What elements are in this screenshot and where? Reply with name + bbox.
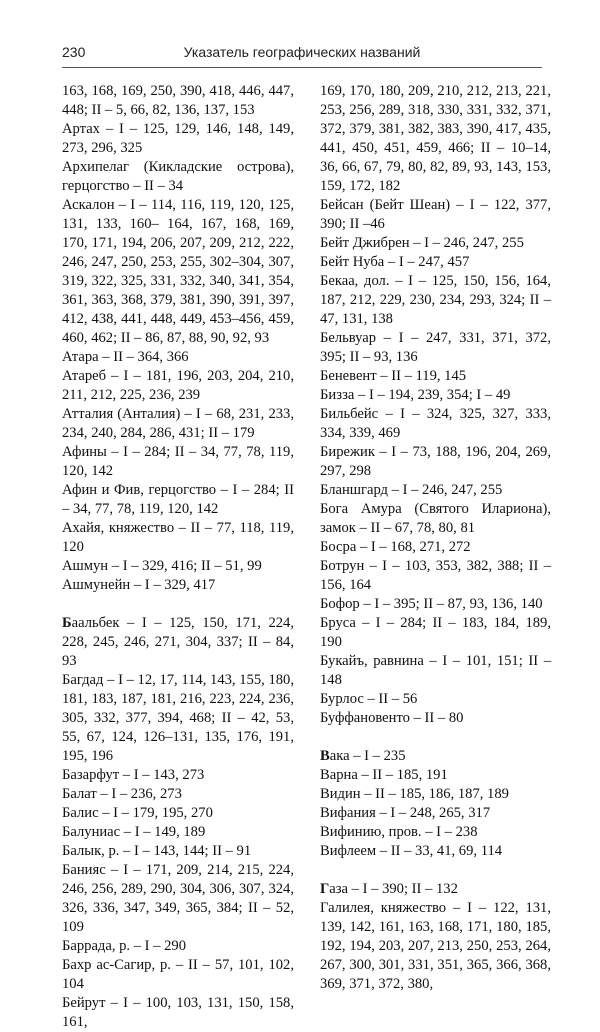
index-entry <box>320 386 551 405</box>
index-entry <box>320 405 551 443</box>
entry-text: Бекаа, дол. – I – 125, 150, 156, 164, 187, 212, 229, 230, 234, 293, 324; II – 47, 131, 138 <box>320 273 551 327</box>
index-entry <box>320 842 551 861</box>
entry-text: Буффановенто – II – 80 <box>320 710 464 726</box>
entry-text: Бейт Нуба – I – 247, 457 <box>320 254 470 270</box>
index-entry <box>320 880 551 899</box>
entry-text: Букайъ, равнина – I – 101, 151; II – 148 <box>320 653 551 688</box>
entry-text: Варна – II – 185, 191 <box>320 767 448 783</box>
index-entry <box>320 272 551 329</box>
index-entry <box>320 785 551 804</box>
entry-text: Бейрут – I – 100, 103, 131, 150, 158, 161, <box>62 995 294 1030</box>
entry-text: Афин и Фив, герцогство – I – 284; II – 34, 77, 78, 119, 120, 142 <box>62 482 294 517</box>
index-entry <box>320 709 551 728</box>
page-number: 230 <box>62 44 86 60</box>
index-entry <box>62 671 294 766</box>
index-entry <box>62 443 294 481</box>
entry-text: Базарфут – I – 143, 273 <box>62 767 205 783</box>
entry-text: Беневент – II – 119, 145 <box>320 368 467 384</box>
section-letter: В <box>320 748 330 764</box>
index-entry <box>320 196 551 234</box>
entry-text: Бейсан (Бейт Шеан) – I – 122, 377, 390; II –46 <box>320 197 551 232</box>
index-entry <box>62 861 294 937</box>
section-letter: Б <box>62 615 72 631</box>
entry-text: Вифания – I – 248, 265, 317 <box>320 805 491 821</box>
index-entry <box>320 690 551 709</box>
entry-text: Видин – II – 185, 186, 187, 189 <box>320 786 509 802</box>
entry-text: Бильбейс – I – 324, 325, 327, 333, 334, 339, 469 <box>320 406 551 441</box>
index-entry <box>62 766 294 785</box>
index-entry <box>320 823 551 842</box>
entry-text: Артах – I – 125, 129, 146, 148, 149, 273, 296, 325 <box>62 121 294 156</box>
index-entry <box>320 538 551 557</box>
index-entry <box>320 652 551 690</box>
index-entry <box>62 196 294 348</box>
entry-text: Банияс – I – 171, 209, 214, 215, 224, 246, 256, 289, 290, 304, 306, 307, 324, 326, 336, 347, 349, 365, 384; II – 52, 109 <box>62 862 294 935</box>
index-entry <box>320 500 551 538</box>
entry-text: 163, 168, 169, 250, 390, 418, 446, 447, 448; II – 5, 66, 82, 136, 137, 153 <box>62 83 294 118</box>
index-entry <box>62 956 294 994</box>
index-entry <box>62 481 294 519</box>
index-entry <box>320 614 551 652</box>
index-entry <box>62 82 294 120</box>
left-column <box>62 82 294 1032</box>
entry-text: Балуниас – I – 149, 189 <box>62 824 206 840</box>
index-entry <box>62 120 294 158</box>
header-rule <box>62 67 542 68</box>
index-entry <box>320 82 551 196</box>
index-entry <box>62 937 294 956</box>
entry-text: Бирежик – I – 73, 188, 196, 204, 269, 297, 298 <box>320 444 551 479</box>
entry-text: Аскалон – I – 114, 116, 119, 120, 125, 131, 133, 160– 164, 167, 168, 169, 170, 171, 194, 206, 207, 209, 212, 222, 246, 247, 250, 253, 255, 302–304, 307, 319, 322, 325, 331, 332, 340, 341, 354, 361, 363, 368, 379, 381, 390, 391, 397, 412, 438, 441, 448, 449, 453–456, 459, 460, 462; II – 86, 87, 88, 90, 92, 93 <box>62 197 294 346</box>
index-entry <box>62 158 294 196</box>
entry-text: аальбек – I – 125, 150, 171, 224, 228, 245, 246, 271, 304, 337; II – 84, 93 <box>62 615 294 669</box>
entry-text: Ботрун – I – 103, 353, 382, 388; II –156, 164 <box>320 558 551 593</box>
entry-text: 169, 170, 180, 209, 210, 212, 213, 221, 253, 256, 289, 318, 330, 331, 332, 371, 372, 379, 381, 382, 383, 390, 417, 435, 441, 450, 451, 459, 466; II – 10–14, 36, 66, 67, 79, 80, 82, 89, 93, 143, 153, 159, 172, 182 <box>320 83 551 194</box>
index-entry <box>320 234 551 253</box>
entry-text: Атара – II – 364, 366 <box>62 349 189 365</box>
entry-text: Балис – I – 179, 195, 270 <box>62 805 213 821</box>
index-entry <box>320 443 551 481</box>
index-entry <box>320 747 551 766</box>
index-entry <box>320 481 551 500</box>
entry-text: Баррада, р. – I – 290 <box>62 938 187 954</box>
index-entry <box>320 899 551 994</box>
entry-text: Архипелаг (Кикладские острова), герцогство – II – 34 <box>62 159 294 194</box>
page-header <box>62 44 542 66</box>
index-entry <box>62 614 294 671</box>
entry-text: Галилея, княжество – I – 122, 131, 139, 142, 161, 163, 168, 171, 180, 185, 192, 194, 203, 207, 213, 250, 253, 264, 267, 300, 301, 331, 351, 365, 366, 368, 369, 371, 372, 380, <box>320 900 551 992</box>
entry-text: Бофор – I – 395; II – 87, 93, 136, 140 <box>320 596 543 612</box>
index-entry <box>62 348 294 367</box>
entry-text: Ашмун – I – 329, 416; II – 51, 99 <box>62 558 262 574</box>
entry-text: Вифинию, пров. – I – 238 <box>320 824 478 840</box>
index-entry <box>320 804 551 823</box>
entry-text: Бейт Джибрен – I – 246, 247, 255 <box>320 235 524 251</box>
index-entry <box>320 595 551 614</box>
entry-text: Балык, р. – I – 143, 144; II – 91 <box>62 843 252 859</box>
section-letter: Г <box>320 881 330 897</box>
index-entry <box>62 994 294 1032</box>
entry-text: ака – I – 235 <box>329 748 406 764</box>
index-entry <box>320 253 551 272</box>
entry-text: Бога Амура (Святого Илариона), замок – II – 67, 78, 80, 81 <box>320 501 551 536</box>
index-entry <box>62 405 294 443</box>
index-entry <box>320 557 551 595</box>
entry-text: Ашмунейн – I – 329, 417 <box>62 577 216 593</box>
entry-text: Атареб – I – 181, 196, 203, 204, 210, 211, 212, 225, 236, 239 <box>62 368 294 403</box>
entry-text: Босра – I – 168, 271, 272 <box>320 539 471 555</box>
entry-text: Афины – I – 284; II – 34, 77, 78, 119, 120, 142 <box>62 444 294 479</box>
entry-text: Бруса – I – 284; II – 183, 184, 189, 190 <box>320 615 551 650</box>
index-entry <box>320 766 551 785</box>
entry-text: Балат – I – 236, 273 <box>62 786 182 802</box>
right-column <box>320 82 551 994</box>
index-entry <box>62 823 294 842</box>
index-entry <box>320 329 551 367</box>
entry-text: Бельвуар – I – 247, 331, 371, 372, 395; II – 93, 136 <box>320 330 551 365</box>
running-title: Указатель географических названий <box>183 44 421 60</box>
entry-text: Вифлеем – II – 33, 41, 69, 114 <box>320 843 503 859</box>
index-entry <box>62 576 294 595</box>
index-entry <box>62 519 294 557</box>
entry-text: Ахайя, княжество – II – 77, 118, 119, 120 <box>62 520 294 555</box>
index-entry <box>62 367 294 405</box>
index-entry <box>62 785 294 804</box>
index-entry <box>62 557 294 576</box>
entry-text: Бахр ас-Сагир, р. – II – 57, 101, 102, 104 <box>62 957 294 992</box>
entry-text: Багдад – I – 12, 17, 114, 143, 155, 180, 181, 183, 187, 181, 216, 223, 224, 236, 305, 332, 377, 394, 468; II – 42, 53, 55, 67, 124, 126–131, 135, 176, 191, 195, 196 <box>62 672 294 764</box>
entry-text: Бланшгард – I – 246, 247, 255 <box>320 482 503 498</box>
entry-text: аза – I – 390; II – 132 <box>329 881 458 897</box>
index-entry <box>320 367 551 386</box>
entry-text: Атталия (Анталия) – I – 68, 231, 233, 234, 240, 284, 286, 431; II – 179 <box>62 406 294 441</box>
index-entry <box>62 842 294 861</box>
entry-text: Бурлос – II – 56 <box>320 691 418 707</box>
index-entry <box>62 804 294 823</box>
entry-text: Бизза – I – 194, 239, 354; I – 49 <box>320 387 511 403</box>
